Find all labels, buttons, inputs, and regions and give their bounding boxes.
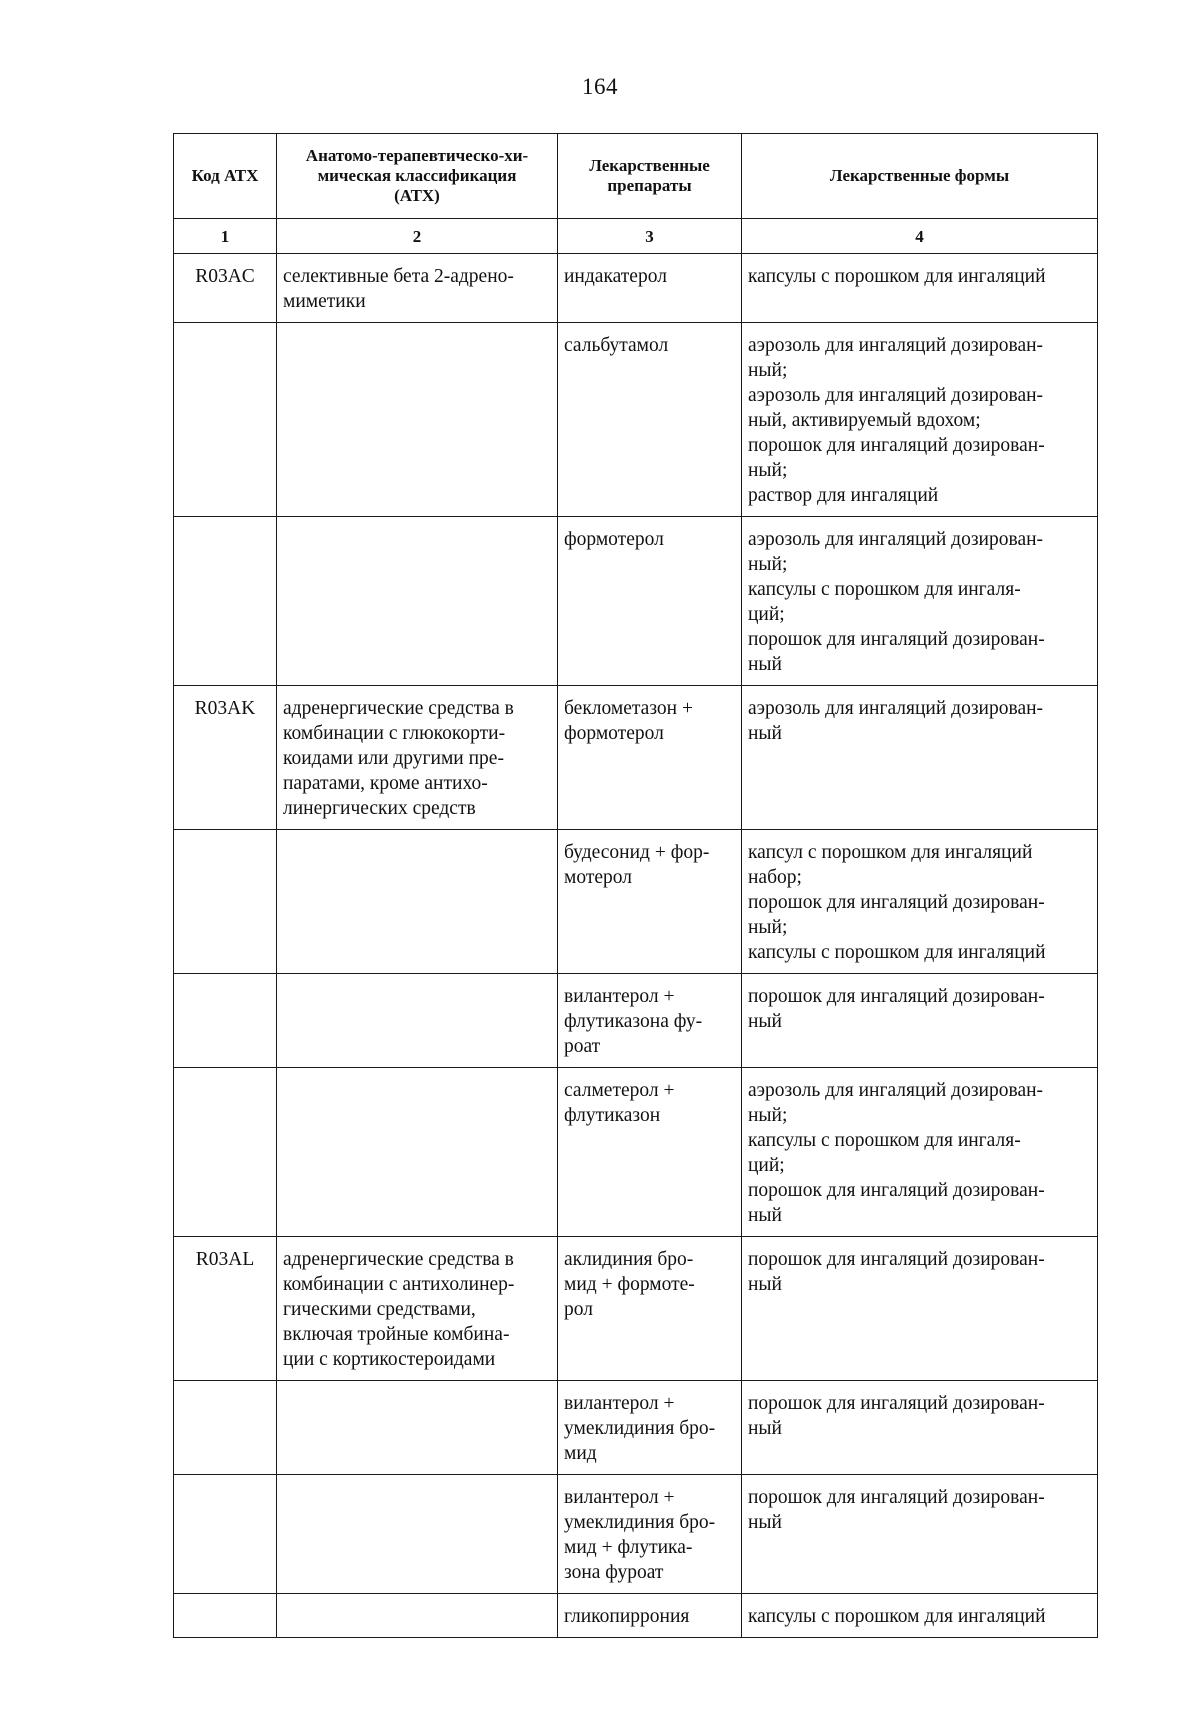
drug-name-line: мид + формоте- (564, 1274, 695, 1295)
header-drugs (558, 134, 742, 219)
drug-name-line: умеклидиния бро- (564, 1418, 716, 1439)
page-number: 164 (582, 74, 618, 99)
dosage-form-line: аэрозоль для ингаляций дозирован- (748, 1080, 1044, 1101)
drug-name-line: беклометазон + (564, 698, 693, 719)
drug-name-line: мид + флутика- (564, 1537, 693, 1558)
drug-name-line: умеклидиния бро- (564, 1512, 716, 1533)
drug-name-cell (558, 254, 742, 323)
atc-code-cell: R03AC (174, 254, 277, 323)
atc-drug-table (173, 133, 1098, 1638)
dosage-form-line: капсул с порошком для ингаляций (748, 842, 1033, 863)
dosage-form-line: ный (748, 1205, 782, 1226)
drug-name-line: формотерол (564, 723, 664, 744)
table-row (174, 254, 1098, 323)
table-row (174, 1594, 1098, 1638)
drug-name-cell (558, 1475, 742, 1594)
atc-code-cell: R03AL (174, 1237, 277, 1381)
dosage-form-line: порошок для ингаляций дозирован- (748, 629, 1045, 650)
dosage-form-cell (742, 1237, 1098, 1381)
atc-classification-line: селективные бета 2-адрено- (283, 266, 514, 287)
header-atc-code: Код АТХ (174, 134, 277, 219)
dosage-form-line: ный (748, 1274, 782, 1295)
atc-code-cell (174, 974, 277, 1068)
dosage-form-line: капсулы с порошком для ингаляций (748, 1606, 1046, 1627)
drug-name-cell (558, 1594, 742, 1638)
drug-name-cell (558, 974, 742, 1068)
atc-classification-cell (277, 974, 558, 1068)
atc-code-cell (174, 830, 277, 974)
atc-classification-cell (277, 686, 558, 830)
atc-classification-line: гическими средствами, (283, 1299, 476, 1320)
drug-name-line: сальбутамол (564, 335, 669, 356)
drug-name-cell (558, 686, 742, 830)
atc-code-cell (174, 1594, 277, 1638)
drug-name-line: мотерол (564, 867, 632, 888)
dosage-form-line: ный; (748, 554, 788, 575)
dosage-form-line: капсулы с порошком для ингаляций (748, 942, 1046, 963)
dosage-form-line: порошок для ингаляций дозирован- (748, 986, 1045, 1007)
drug-name-line: индакатерол (564, 266, 667, 287)
dosage-form-cell (742, 686, 1098, 830)
drug-name-line: зона фуроат (564, 1562, 664, 1583)
drug-name-cell (558, 1381, 742, 1475)
dosage-form-line: набор; (748, 867, 802, 888)
atc-classification-cell (277, 1381, 558, 1475)
table-row (174, 1237, 1098, 1381)
dosage-form-cell (742, 974, 1098, 1068)
dosage-form-line: ный (748, 1011, 782, 1032)
atc-classification-cell (277, 254, 558, 323)
drug-name-cell (558, 517, 742, 686)
dosage-form-line: ный; (748, 360, 788, 381)
drug-name-line: мид (564, 1443, 597, 1464)
drug-name-cell (558, 1237, 742, 1381)
dosage-form-line: ный (748, 654, 782, 675)
column-number: 3 (558, 219, 742, 254)
drug-name-line: формотерол (564, 529, 664, 550)
table-row (174, 1475, 1098, 1594)
drug-name-line: рол (564, 1299, 593, 1320)
drug-name-line: салметерол + (564, 1080, 675, 1101)
dosage-form-cell (742, 254, 1098, 323)
dosage-form-line: ный (748, 1418, 782, 1439)
atc-classification-line: ции с кортикостероидами (283, 1349, 496, 1370)
drug-name-cell (558, 1068, 742, 1237)
table-row (174, 517, 1098, 686)
dosage-form-line: порошок для ингаляций дозирован- (748, 435, 1045, 456)
atc-classification-line: паратами, кроме антихо- (283, 773, 488, 794)
dosage-form-line: аэрозоль для ингаляций дозирован- (748, 335, 1044, 356)
atc-code-cell (174, 517, 277, 686)
atc-code-cell (174, 1381, 277, 1475)
drug-name-cell (558, 323, 742, 517)
dosage-form-line: ций; (748, 1155, 785, 1176)
dosage-form-cell (742, 323, 1098, 517)
header-classification-line: Анатомо-терапевтическо-хи- (305, 146, 529, 165)
drug-name-line: флутиказон (564, 1105, 661, 1126)
drug-name-line: роат (564, 1036, 601, 1057)
atc-classification-cell (277, 1594, 558, 1638)
drug-name-line: аклидиния бро- (564, 1249, 694, 1270)
header-drugs-line: препараты (607, 176, 692, 195)
dosage-form-line: ный (748, 723, 782, 744)
atc-classification-cell (277, 1475, 558, 1594)
dosage-form-line: порошок для ингаляций дозирован- (748, 1249, 1045, 1270)
atc-classification-line: коидами или другими пре- (283, 748, 504, 769)
drug-name-line: будесонид + фор- (564, 842, 710, 863)
atc-classification-line: комбинации с антихолинер- (283, 1274, 515, 1295)
dosage-form-line: порошок для ингаляций дозирован- (748, 1393, 1045, 1414)
header-drugs-line: Лекарственные (589, 156, 710, 175)
table-row (174, 974, 1098, 1068)
dosage-form-line: порошок для ингаляций дозирован- (748, 1487, 1045, 1508)
dosage-form-line: ный; (748, 460, 788, 481)
dosage-form-line: ций; (748, 604, 785, 625)
atc-classification-line: миметики (283, 291, 366, 312)
header-classification-line: (АТХ) (394, 186, 440, 205)
dosage-form-line: ный (748, 1512, 782, 1533)
table-header-row (174, 134, 1098, 219)
dosage-form-line: порошок для ингаляций дозирован- (748, 892, 1045, 913)
atc-classification-line: включая тройные комбина- (283, 1324, 510, 1345)
dosage-form-cell (742, 1475, 1098, 1594)
atc-code-cell (174, 323, 277, 517)
atc-classification-line: адренергические средства в (283, 698, 514, 719)
atc-classification-line: комбинации с глюкокорти- (283, 723, 506, 744)
dosage-form-line: раствор для ингаляций (748, 485, 939, 506)
dosage-form-cell (742, 1381, 1098, 1475)
column-number: 4 (742, 219, 1098, 254)
column-number: 1 (174, 219, 277, 254)
drug-name-line: гликопиррония (564, 1606, 690, 1627)
atc-classification-cell (277, 517, 558, 686)
dosage-form-line: капсулы с порошком для ингаля- (748, 579, 1021, 600)
header-atc-classification (277, 134, 558, 219)
dosage-form-cell (742, 517, 1098, 686)
atc-classification-line: адренергические средства в (283, 1249, 514, 1270)
dosage-form-line: ный, активируемый вдохом; (748, 410, 981, 431)
dosage-form-line: ный; (748, 917, 788, 938)
table-row (174, 830, 1098, 974)
column-number: 2 (277, 219, 558, 254)
atc-classification-cell (277, 830, 558, 974)
drug-name-line: вилантерол + (564, 1393, 675, 1414)
atc-classification-cell (277, 1237, 558, 1381)
table-row (174, 1381, 1098, 1475)
dosage-form-line: аэрозоль для ингаляций дозирован- (748, 385, 1044, 406)
drug-name-cell (558, 830, 742, 974)
drug-name-line: вилантерол + (564, 1487, 675, 1508)
dosage-form-line: порошок для ингаляций дозирован- (748, 1180, 1045, 1201)
atc-classification-line: линергических средств (283, 798, 476, 819)
atc-classification-cell (277, 323, 558, 517)
drug-name-line: вилантерол + (564, 986, 675, 1007)
atc-code-cell (174, 1068, 277, 1237)
dosage-form-cell (742, 1068, 1098, 1237)
header-dosage-forms: Лекарственные формы (742, 134, 1098, 219)
header-classification-line: мическая классификация (317, 166, 517, 185)
dosage-form-cell (742, 830, 1098, 974)
table-row (174, 323, 1098, 517)
atc-code-cell: R03AK (174, 686, 277, 830)
column-number-row (174, 219, 1098, 254)
drug-name-line: флутиказона фу- (564, 1011, 703, 1032)
atc-classification-cell (277, 1068, 558, 1237)
table-row (174, 686, 1098, 830)
dosage-form-line: аэрозоль для ингаляций дозирован- (748, 698, 1044, 719)
dosage-form-line: аэрозоль для ингаляций дозирован- (748, 529, 1044, 550)
dosage-form-line: ный; (748, 1105, 788, 1126)
dosage-form-line: капсулы с порошком для ингаляций (748, 266, 1046, 287)
table-row (174, 1068, 1098, 1237)
dosage-form-line: капсулы с порошком для ингаля- (748, 1130, 1021, 1151)
dosage-form-cell (742, 1594, 1098, 1638)
atc-code-cell (174, 1475, 277, 1594)
